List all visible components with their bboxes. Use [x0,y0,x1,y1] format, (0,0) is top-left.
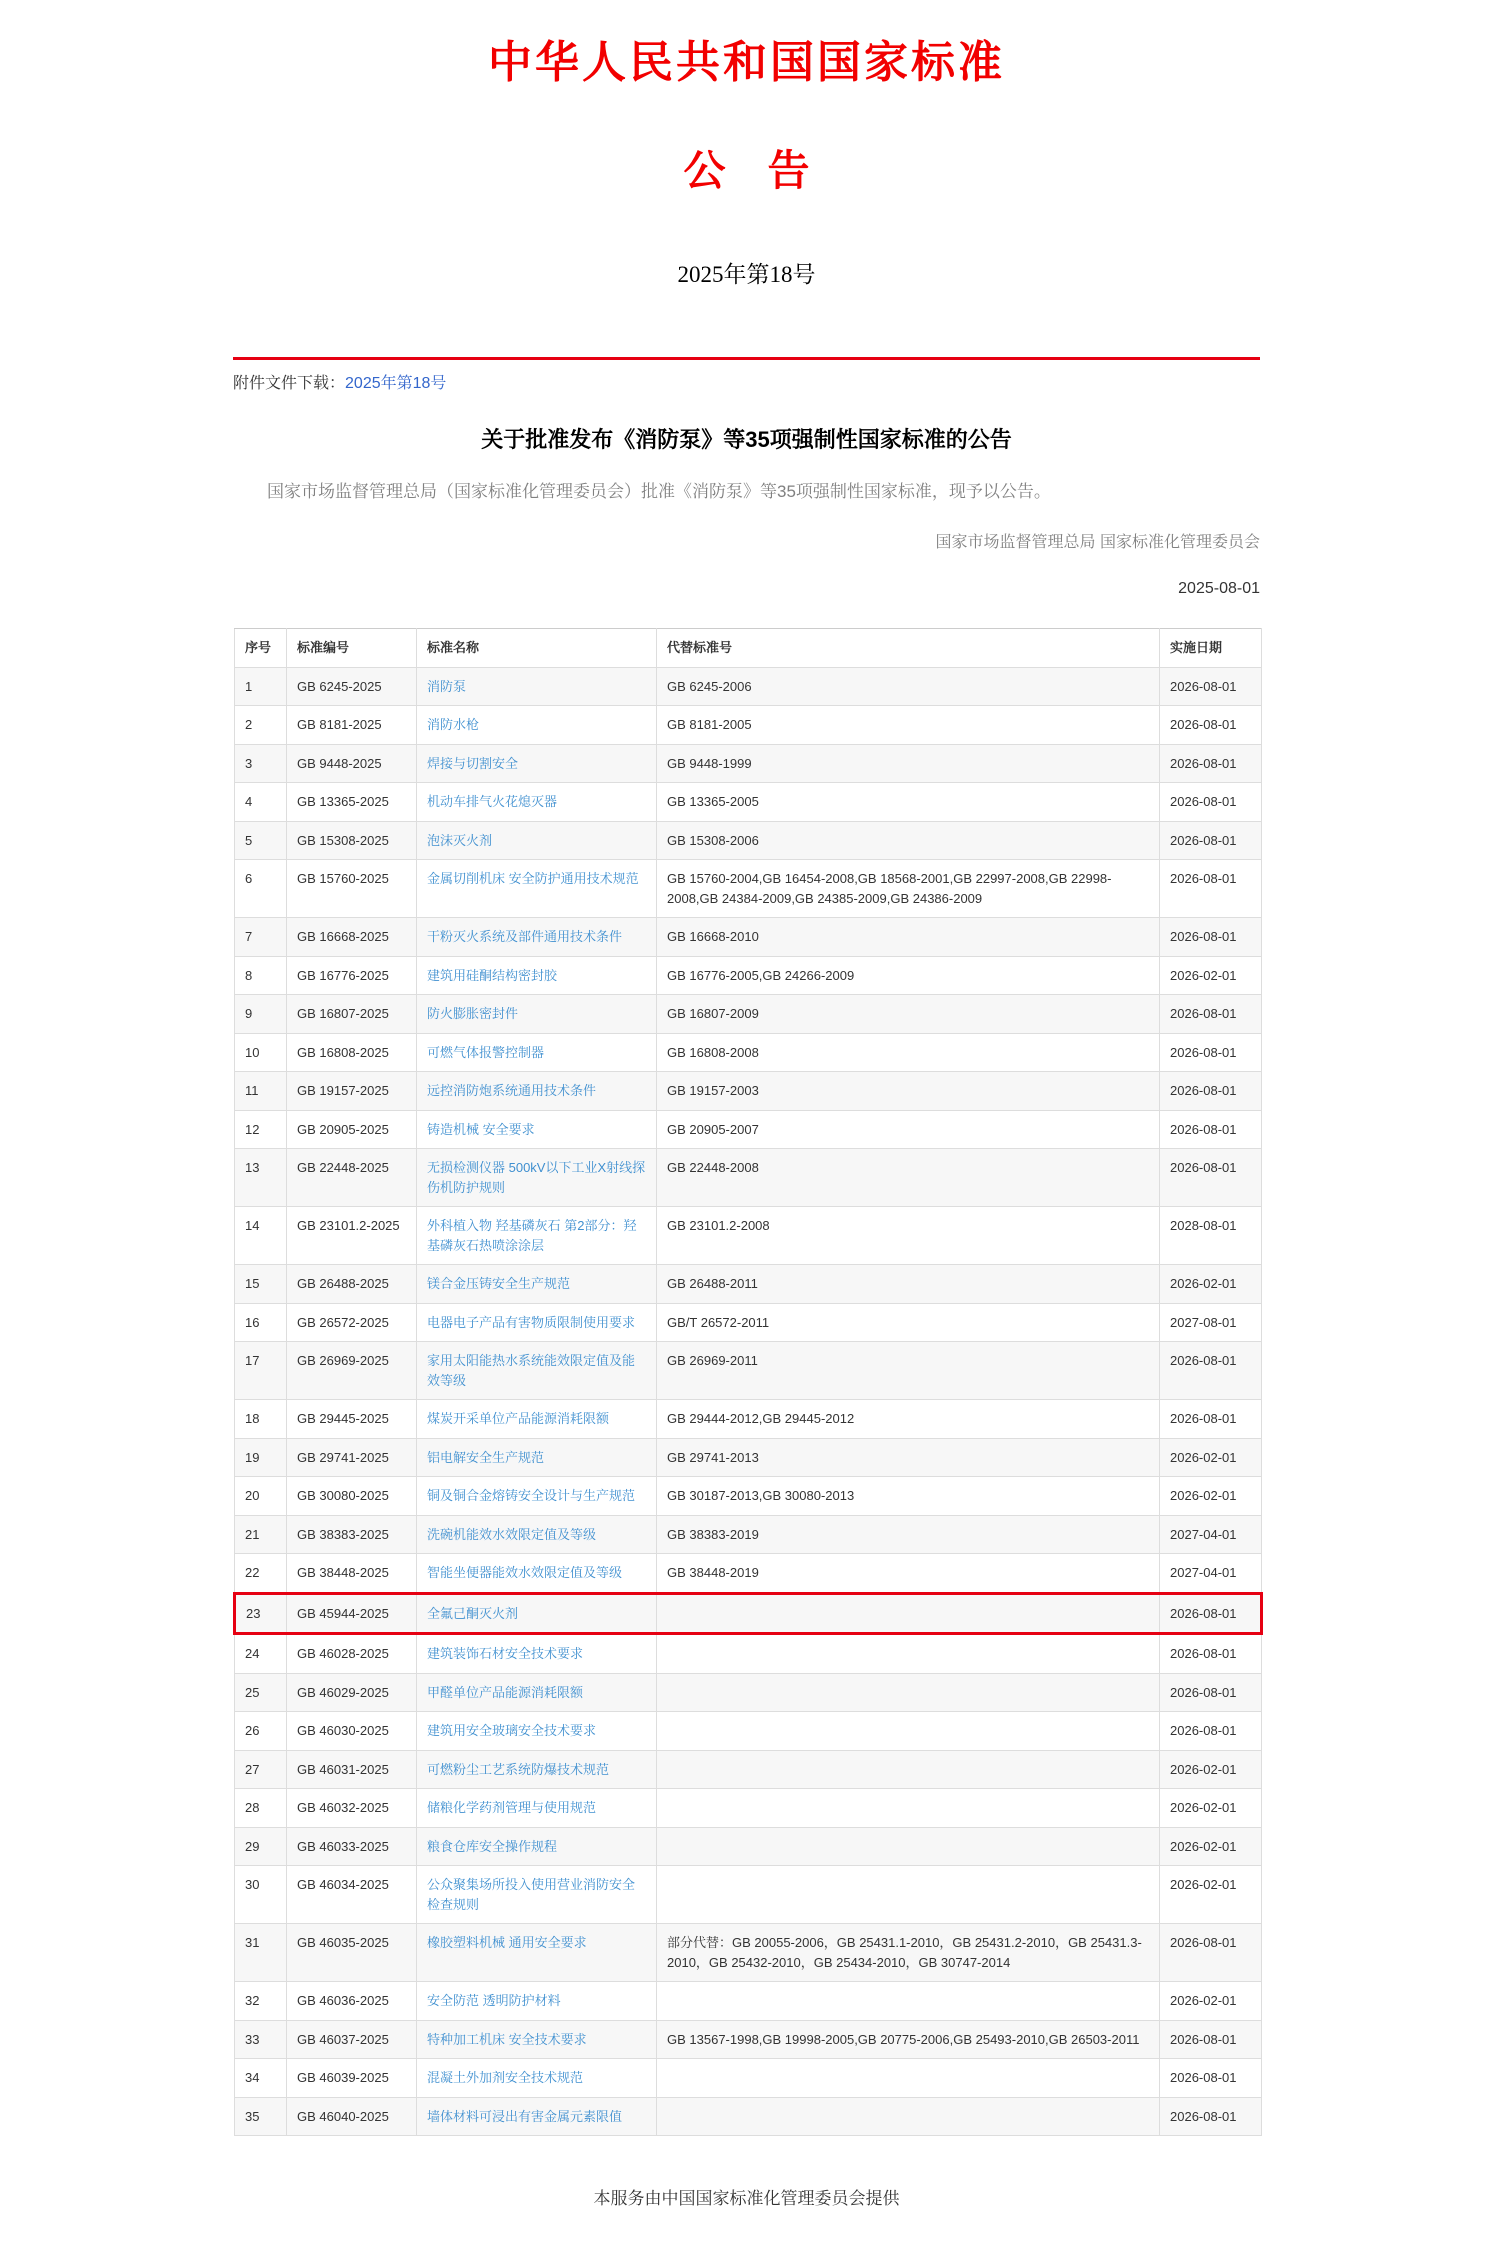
serial-cell: 20 [235,1477,287,1516]
standard-name-link[interactable]: 洗碗机能效水效限定值及等级 [427,1526,597,1542]
standard-name-link[interactable]: 可燃气体报警控制器 [427,1044,545,1060]
standard-name-cell [417,706,657,745]
replaced-standards-cell: GB 16668-2010 [657,918,1160,957]
standard-name-link[interactable]: 泡沫灭火剂 [427,832,493,848]
implementation-date-cell: 2026-08-01 [1160,860,1262,918]
table-row [235,706,1262,745]
attachment-row [233,370,1260,393]
table-row [235,1207,1262,1265]
serial-cell: 11 [235,1072,287,1111]
standard-name-cell [417,1515,657,1554]
replaced-standards-cell: GB 38448-2019 [657,1554,1160,1594]
standard-name-link[interactable]: 煤炭开采单位产品能源消耗限额 [427,1411,610,1427]
standard-code-cell: GB 16776-2025 [287,956,417,995]
col-header-serial: 序号 [235,629,287,668]
table-row [235,1982,1262,2021]
serial-cell: 12 [235,1110,287,1149]
replaced-standards-cell [657,1982,1160,2021]
standard-name-cell [417,1149,657,1207]
standard-name-cell [417,1750,657,1789]
header-row [235,629,1262,668]
implementation-date-cell: 2026-02-01 [1160,1265,1262,1304]
table-row [235,783,1262,822]
implementation-date-cell: 2026-08-01 [1160,1400,1262,1439]
standard-code-cell: GB 19157-2025 [287,1072,417,1111]
standard-name-cell [417,860,657,918]
standard-code-cell: GB 46036-2025 [287,1982,417,2021]
standard-name-link[interactable]: 电器电子产品有害物质限制使用要求 [427,1314,636,1330]
serial-cell: 33 [235,2020,287,2059]
table-row [235,1515,1262,1554]
table-row [235,1400,1262,1439]
implementation-date-cell: 2027-08-01 [1160,1303,1262,1342]
standard-code-cell: GB 29741-2025 [287,1438,417,1477]
implementation-date-cell: 2026-02-01 [1160,1866,1262,1924]
replaced-standards-cell: GB 8181-2005 [657,706,1160,745]
standard-name-link[interactable]: 混凝土外加剂安全技术规范 [427,2070,584,2086]
table-row [235,821,1262,860]
standard-code-cell: GB 6245-2025 [287,667,417,706]
standard-name-cell [417,1866,657,1924]
serial-cell: 25 [235,1673,287,1712]
standard-name-cell [417,918,657,957]
implementation-date-cell: 2026-02-01 [1160,1827,1262,1866]
implementation-date-cell: 2026-08-01 [1160,1072,1262,1111]
table-row [235,2020,1262,2059]
standard-code-cell: GB 9448-2025 [287,744,417,783]
replaced-standards-cell: GB 23101.2-2008 [657,1207,1160,1265]
standard-name-link[interactable]: 铸造机械 安全要求 [427,1121,535,1137]
serial-cell: 30 [235,1866,287,1924]
replaced-standards-cell: GB 29444-2012,GB 29445-2012 [657,1400,1160,1439]
standard-name-link[interactable]: 智能坐便器能效水效限定值及等级 [427,1565,623,1581]
implementation-date-cell: 2026-08-01 [1160,1673,1262,1712]
standard-name-link[interactable]: 墙体材料可浸出有害金属元素限值 [427,2108,623,2124]
standard-code-cell: GB 46031-2025 [287,1750,417,1789]
serial-cell: 5 [235,821,287,860]
standard-code-cell: GB 16807-2025 [287,995,417,1034]
implementation-date-cell: 2026-08-01 [1160,1924,1262,1982]
replaced-standards-cell [657,1866,1160,1924]
table-row [235,1303,1262,1342]
standard-name-cell [417,1789,657,1828]
standard-name-cell [417,1303,657,1342]
standard-name-link[interactable]: 铝电解安全生产规范 [427,1449,545,1465]
table-row [235,1265,1262,1304]
standard-name-link[interactable]: 全氟己酮灭火剂 [427,1605,519,1621]
standard-name-cell [417,2020,657,2059]
standard-code-cell: GB 8181-2025 [287,706,417,745]
standard-code-cell: GB 45944-2025 [287,1593,417,1634]
standard-name-cell [417,744,657,783]
table-row [235,1673,1262,1712]
col-header-replaces: 代替标准号 [657,629,1160,668]
standard-code-cell: GB 46035-2025 [287,1924,417,1982]
standard-name-link[interactable]: 远控消防炮系统通用技术条件 [427,1083,597,1099]
serial-cell: 21 [235,1515,287,1554]
implementation-date-cell: 2027-04-01 [1160,1515,1262,1554]
implementation-date-cell: 2026-02-01 [1160,956,1262,995]
replaced-standards-cell [657,1827,1160,1866]
standard-name-cell [417,995,657,1034]
standard-code-cell: GB 13365-2025 [287,783,417,822]
col-header-date: 实施日期 [1160,629,1262,668]
standard-name-link[interactable]: 机动车排气火花熄灭器 [427,794,558,810]
page-container [233,0,1260,2209]
standard-name-cell [417,1827,657,1866]
replaced-standards-cell: GB 22448-2008 [657,1149,1160,1207]
standard-name-link[interactable]: 安全防范 透明防护材料 [427,1993,561,2009]
standard-code-cell: GB 46030-2025 [287,1712,417,1751]
table-row [235,1110,1262,1149]
page-title: 中华人民共和国国家标准 [488,38,1005,87]
implementation-date-cell: 2026-08-01 [1160,2059,1262,2098]
standard-name-link[interactable]: 金属切削机床 安全防护通用技术规范 [427,871,639,887]
replaced-standards-cell: GB 19157-2003 [657,1072,1160,1111]
serial-cell: 10 [235,1033,287,1072]
standard-name-cell [417,1634,657,1674]
red-divider [233,357,1260,360]
replaced-standards-cell: GB 15308-2006 [657,821,1160,860]
implementation-date-cell: 2026-08-01 [1160,918,1262,957]
standard-name-link[interactable]: 建筑用硅酮结构密封胶 [427,967,558,983]
serial-cell: 4 [235,783,287,822]
implementation-date-cell: 2026-02-01 [1160,1750,1262,1789]
serial-cell: 6 [235,860,287,918]
table-row [235,2097,1262,2136]
standard-code-cell: GB 23101.2-2025 [287,1207,417,1265]
implementation-date-cell: 2026-08-01 [1160,995,1262,1034]
standard-name-link[interactable]: 防火膨胀密封件 [427,1006,519,1022]
implementation-date-cell: 2026-08-01 [1160,821,1262,860]
serial-cell: 35 [235,2097,287,2136]
serial-cell: 19 [235,1438,287,1477]
table-row [235,995,1262,1034]
standard-name-link[interactable]: 甲醛单位产品能源消耗限额 [427,1684,584,1700]
table-row [235,1924,1262,1982]
implementation-date-cell: 2026-08-01 [1160,1712,1262,1751]
replaced-standards-cell: GB/T 26572-2011 [657,1303,1160,1342]
serial-cell: 29 [235,1827,287,1866]
implementation-date-cell: 2026-08-01 [1160,744,1262,783]
implementation-date-cell: 2026-02-01 [1160,1438,1262,1477]
standards-table-header [235,629,1262,668]
table-row [235,956,1262,995]
replaced-standards-cell: GB 16776-2005,GB 24266-2009 [657,956,1160,995]
implementation-date-cell: 2026-08-01 [1160,1110,1262,1149]
announcement-issuer: 国家市场监督管理总局 国家标准化管理委员会 [935,534,1260,552]
table-row [235,1554,1262,1594]
standard-name-cell [417,1924,657,1982]
standard-code-cell: GB 30080-2025 [287,1477,417,1516]
replaced-standards-cell: GB 6245-2006 [657,667,1160,706]
standard-code-cell: GB 20905-2025 [287,1110,417,1149]
standard-code-cell: GB 38383-2025 [287,1515,417,1554]
serial-cell: 15 [235,1265,287,1304]
replaced-standards-cell: GB 26488-2011 [657,1265,1160,1304]
serial-cell: 14 [235,1207,287,1265]
serial-cell: 31 [235,1924,287,1982]
table-row [235,1634,1262,1674]
standard-name-link[interactable]: 建筑用安全玻璃安全技术要求 [427,1723,597,1739]
table-row [235,1866,1262,1924]
serial-cell: 34 [235,2059,287,2098]
table-row [235,2059,1262,2098]
replaced-standards-cell: 部分代替：GB 20055-2006，GB 25431.1-2010，GB 25431.2-2010，GB 25431.3-2010，GB 25432-2010，GB 25434-2010，GB 30747-2014 [657,1924,1160,1982]
table-row [235,918,1262,957]
standard-name-cell [417,783,657,822]
table-row [235,1750,1262,1789]
standard-code-cell: GB 46034-2025 [287,1866,417,1924]
implementation-date-cell: 2026-08-01 [1160,667,1262,706]
standard-name-cell [417,1110,657,1149]
serial-cell: 17 [235,1342,287,1400]
serial-cell: 24 [235,1634,287,1674]
standard-name-cell [417,1554,657,1594]
standard-name-cell [417,1438,657,1477]
standard-name-link[interactable]: 粮食仓库安全操作规程 [427,1838,558,1854]
standard-code-cell: GB 26969-2025 [287,1342,417,1400]
implementation-date-cell: 2027-04-01 [1160,1554,1262,1594]
attachment-download-link[interactable]: 2025年第18号 [345,375,447,392]
standard-code-cell: GB 46033-2025 [287,1827,417,1866]
standard-code-cell: GB 46040-2025 [287,2097,417,2136]
serial-cell: 13 [235,1149,287,1207]
standard-name-link[interactable]: 消防水枪 [427,717,480,733]
implementation-date-cell: 2026-02-01 [1160,1477,1262,1516]
standard-name-cell [417,2059,657,2098]
replaced-standards-cell [657,1634,1160,1674]
standard-name-cell [417,1033,657,1072]
table-row [235,1712,1262,1751]
replaced-standards-cell [657,1673,1160,1712]
serial-cell: 22 [235,1554,287,1594]
standard-code-cell: GB 46037-2025 [287,2020,417,2059]
replaced-standards-cell: GB 26969-2011 [657,1342,1160,1400]
replaced-standards-cell [657,1750,1160,1789]
implementation-date-cell: 2026-08-01 [1160,1634,1262,1674]
table-row [235,1789,1262,1828]
implementation-date-cell: 2026-02-01 [1160,1789,1262,1828]
table-row [235,1342,1262,1400]
serial-cell: 27 [235,1750,287,1789]
implementation-date-cell: 2026-08-01 [1160,783,1262,822]
standard-name-cell [417,1593,657,1634]
standard-name-link[interactable]: 镁合金压铸安全生产规范 [427,1276,571,1292]
attachment-label: 附件文件下载： [233,375,346,392]
standard-name-link[interactable]: 焊接与切割安全 [427,755,519,771]
standard-name-cell [417,1072,657,1111]
table-row [235,1477,1262,1516]
serial-cell: 26 [235,1712,287,1751]
standard-name-link[interactable]: 家用太阳能热水系统能效限定值及能效等级 [427,1353,636,1388]
table-row [235,1033,1262,1072]
footer-service-note: 本服务由中国国家标准化管理委员会提供 [593,2189,900,2209]
standard-name-link[interactable]: 干粉灭火系统及部件通用技术条件 [427,929,623,945]
standard-name-link[interactable]: 铜及铜合金熔铸安全设计与生产规范 [427,1488,636,1504]
issue-number: 2025年第18号 [677,262,816,287]
standard-name-cell [417,1712,657,1751]
replaced-standards-cell [657,1593,1160,1634]
serial-cell: 7 [235,918,287,957]
standard-name-cell [417,1477,657,1516]
standard-code-cell: GB 22448-2025 [287,1149,417,1207]
table-row [235,1072,1262,1111]
implementation-date-cell: 2026-08-01 [1160,1593,1262,1634]
replaced-standards-cell: GB 15760-2004,GB 16454-2008,GB 18568-2001,GB 22997-2008,GB 22998-2008,GB 24384-2009,GB 24385-2009,GB 24386-2009 [657,860,1160,918]
table-row [235,1438,1262,1477]
standard-name-cell [417,1342,657,1400]
implementation-date-cell: 2026-08-01 [1160,1033,1262,1072]
announcement-body: 国家市场监督管理总局（国家标准化管理委员会）批准《消防泵》等35项强制性国家标准，现予以公告。 [267,482,1051,501]
announcement-date: 2025-08-01 [1178,580,1260,598]
table-row [235,1593,1262,1634]
standard-code-cell: GB 46032-2025 [287,1789,417,1828]
standard-code-cell: GB 29445-2025 [287,1400,417,1439]
replaced-standards-cell: GB 38383-2019 [657,1515,1160,1554]
serial-cell: 18 [235,1400,287,1439]
col-header-code: 标准编号 [287,629,417,668]
standard-name-link[interactable]: 可燃粉尘工艺系统防爆技术规范 [427,1761,610,1777]
serial-cell: 16 [235,1303,287,1342]
standard-name-cell [417,821,657,860]
replaced-standards-cell: GB 30187-2013,GB 30080-2013 [657,1477,1160,1516]
table-row [235,860,1262,918]
serial-cell: 1 [235,667,287,706]
standard-name-cell [417,956,657,995]
table-row [235,1149,1262,1207]
standard-name-link[interactable]: 公众聚集场所投入使用营业消防安全检查规则 [427,1877,636,1912]
replaced-standards-cell: GB 16807-2009 [657,995,1160,1034]
standard-code-cell: GB 15760-2025 [287,860,417,918]
standard-code-cell: GB 46028-2025 [287,1634,417,1674]
page-subtitle: 公 告 [683,149,810,195]
standard-name-cell [417,1673,657,1712]
standard-name-link[interactable]: 橡胶塑料机械 通用安全要求 [427,1935,587,1951]
replaced-standards-cell [657,2097,1160,2136]
serial-cell: 23 [235,1593,287,1634]
serial-cell: 28 [235,1789,287,1828]
implementation-date-cell: 2026-08-01 [1160,2097,1262,2136]
standard-name-cell [417,1982,657,2021]
table-row [235,744,1262,783]
standard-code-cell: GB 46029-2025 [287,1673,417,1712]
serial-cell: 2 [235,706,287,745]
announcement-heading: 关于批准发布《消防泵》等35项强制性国家标准的公告 [481,427,1012,452]
serial-cell: 3 [235,744,287,783]
standards-table-body [235,667,1262,2136]
standard-name-cell [417,1265,657,1304]
standard-code-cell: GB 38448-2025 [287,1554,417,1594]
replaced-standards-cell: GB 20905-2007 [657,1110,1160,1149]
replaced-standards-cell: GB 9448-1999 [657,744,1160,783]
implementation-date-cell: 2026-08-01 [1160,2020,1262,2059]
replaced-standards-cell: GB 13567-1998,GB 19998-2005,GB 20775-2006,GB 25493-2010,GB 26503-2011 [657,2020,1160,2059]
standard-code-cell: GB 16808-2025 [287,1033,417,1072]
standard-code-cell: GB 46039-2025 [287,2059,417,2098]
replaced-standards-cell [657,2059,1160,2098]
standard-name-link[interactable]: 外科植入物 羟基磷灰石 第2部分：羟基磷灰石热喷涂涂层 [427,1218,637,1253]
serial-cell: 9 [235,995,287,1034]
replaced-standards-cell: GB 29741-2013 [657,1438,1160,1477]
standard-code-cell: GB 16668-2025 [287,918,417,957]
standard-code-cell: GB 26488-2025 [287,1265,417,1304]
standard-name-link[interactable]: 建筑装饰石材安全技术要求 [427,1646,584,1662]
standards-table [233,628,1263,2136]
serial-cell: 8 [235,956,287,995]
standard-name-cell [417,1400,657,1439]
implementation-date-cell: 2026-08-01 [1160,1149,1262,1207]
serial-cell: 32 [235,1982,287,2021]
implementation-date-cell: 2026-08-01 [1160,706,1262,745]
replaced-standards-cell: GB 13365-2005 [657,783,1160,822]
implementation-date-cell: 2026-08-01 [1160,1342,1262,1400]
replaced-standards-cell: GB 16808-2008 [657,1033,1160,1072]
standard-name-cell [417,667,657,706]
standard-name-cell [417,1207,657,1265]
standard-code-cell: GB 26572-2025 [287,1303,417,1342]
col-header-name: 标准名称 [417,629,657,668]
implementation-date-cell: 2026-02-01 [1160,1982,1262,2021]
standard-name-link[interactable]: 储粮化学药剂管理与使用规范 [427,1800,597,1816]
table-row [235,1827,1262,1866]
standard-name-link[interactable]: 消防泵 [427,678,467,694]
standard-name-cell [417,2097,657,2136]
replaced-standards-cell [657,1789,1160,1828]
table-row [235,667,1262,706]
implementation-date-cell: 2028-08-01 [1160,1207,1262,1265]
standard-name-link[interactable]: 特种加工机床 安全技术要求 [427,2031,587,2047]
replaced-standards-cell [657,1712,1160,1751]
standard-code-cell: GB 15308-2025 [287,821,417,860]
standard-name-link[interactable]: 无损检测仪器 500kV以下工业X射线探伤机防护规则 [427,1160,646,1195]
